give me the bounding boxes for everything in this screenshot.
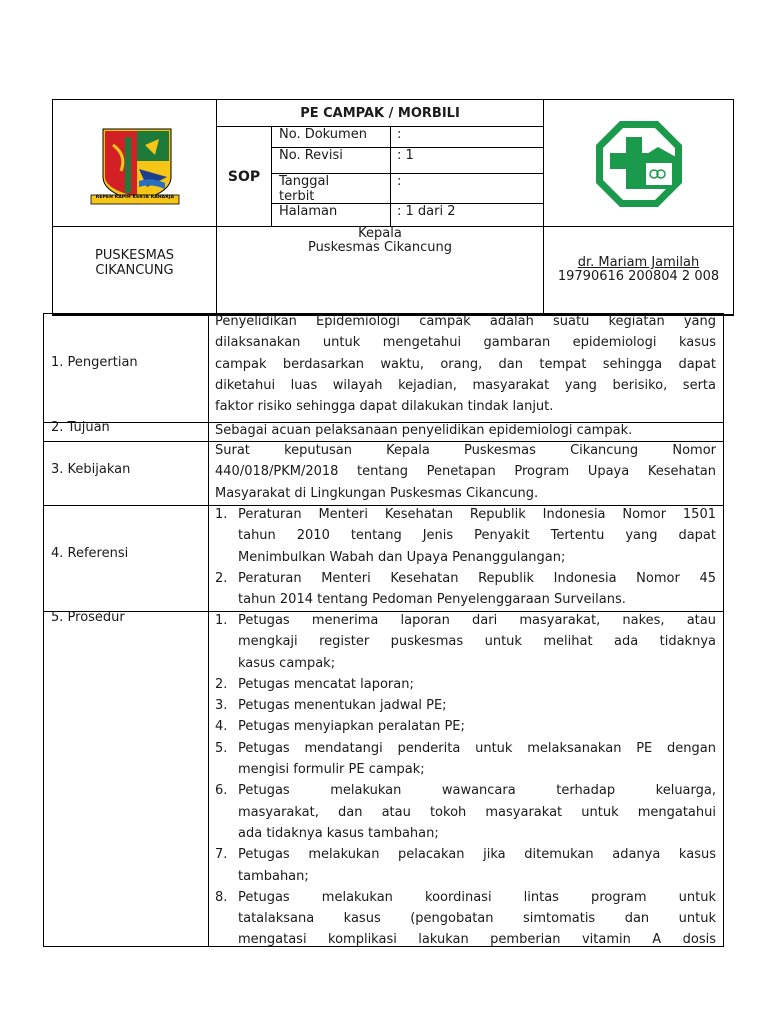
text-tujuan: Sebagai acuan pelaksanaan penyelidikan epidemiologi campak. [215,423,633,438]
list-item: 2. Petugas mencatat laporan; [215,676,414,692]
signer-block [544,256,733,284]
field-value-tanggal-terbit: : [390,173,544,204]
puskesmas-logo-icon [592,117,686,211]
field-value-no-dokumen: : [390,126,544,148]
label-pengertian: 1. Pengertian [51,355,138,370]
field-value-no-revisi: : 1 [390,147,544,174]
organization-cell [52,226,217,315]
field-label-halaman: Halaman [271,203,391,227]
sop-label: SOP [227,168,261,185]
row-pengertian [43,313,724,423]
field-label-tanggal-terbit: Tanggal terbit [271,173,391,204]
sop-cell [216,126,272,227]
logo-cell [52,99,217,227]
health-logo-cell [543,99,734,227]
list-item: 3. Petugas menentukan jadwal PE; [215,698,447,714]
field-label-no-revisi: No. Revisi [271,147,391,174]
document-title-cell [216,99,544,127]
list-item: 4. Petugas menyiapkan peralatan PE; [215,719,465,735]
list-referensi [215,504,716,610]
list-item: 7. Petugas melakukan pelacakan jika ditemukan adanya kasus tambahan; [215,847,716,884]
label-prosedur: 5. Prosedur [51,610,125,625]
label-kebijakan: 3. Kebijakan [51,462,131,477]
row-tujuan [43,422,724,442]
field-label-no-dokumen: No. Dokumen [271,126,391,148]
row-kebijakan [43,441,724,506]
row-prosedur [43,611,724,947]
field-value-halaman: : 1 dari 2 [390,203,544,227]
head-title: Kepala Puskesmas Cikancung [307,226,453,255]
list-item: 1. Peraturan Menteri Kesehatan Republik Indonesia Nomor 1501 tahun 2010 tentang Jenis Penyakit Tertentu yang dapat Menimbulkan Wabah dan Upaya Penanggulangan; [215,507,716,565]
list-prosedur [215,610,716,951]
list-item: 1. Petugas menerima laporan dari masyarakat, nakes, atau mengkaji register puskesmas untuk melihat ada tidaknya kasus campak; [215,613,716,671]
head-title-cell [216,226,544,315]
signer-cell [543,226,734,315]
list-item: 8. Petugas melakukan koordinasi lintas program untuk tatalaksana kasus (pengobatan simtomatis dan untuk mengatasi komplikasi lakukan pemberian vitamin A dosis [215,889,716,948]
text-kebijakan: Surat keputusan Kepala Puskesmas Cikancung Nomor 440/018/PKM/2018 tentang Penetapan Program Upaya Kesehatan Masyarakat di Lingkungan Puskesmas Cikancung. [215,443,716,501]
document-title: PE CAMPAK / MORBILI [300,105,460,121]
list-item: 2. Peraturan Menteri Kesehatan Republik Indonesia Nomor 45 tahun 2014 tentang Pedoman Penyelenggaraan Surveilans. [215,570,716,608]
header-table [52,99,734,316]
text-pengertian: Penyelidikan Epidemiologi campak adalah suatu kegiatan yang dilaksanakan untuk mengetahui gambaran epidemiologi kasus campak berdasarkan waktu, orang, dan tempat sehingga dapat diketahui luas wilayah kejadian, masyarakat yang berisiko, serta faktor risiko sehingga dapat dilakukan tindak lanjut. [215,314,716,415]
list-item: 6. Petugas melakukan wawancara terhadap keluarga, masyarakat, dan atau tokoh masyarakat untuk mengatahui ada tidaknya kasus tambahan; [215,783,716,841]
label-referensi: 4. Referensi [51,546,129,561]
list-item: 5. Petugas mendatangi penderita untuk melaksanakan PE dengan mengisi formulir PE campak; [215,740,716,778]
label-tujuan: 2. Tujuan [51,420,110,435]
logo-motto: REPEH RAPIH KERTA RAHARJA [95,195,175,200]
signer-name: dr. Mariam Jamilah [577,255,700,270]
row-referensi [43,505,724,612]
organization-name: PUSKESMAS CIKANCUNG [95,248,174,278]
signer-nip: 19790616 200804 2 008 [557,269,720,284]
